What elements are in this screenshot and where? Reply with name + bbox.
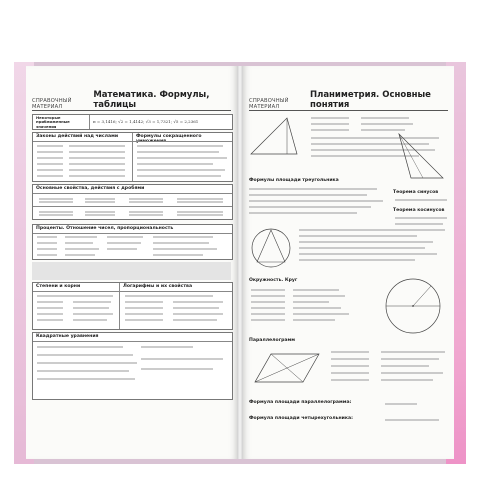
inscribed-triangle-diagram — [249, 226, 293, 270]
circle-title: Окружность. Круг — [249, 278, 298, 283]
powers-title: Степени и корни — [36, 284, 81, 289]
triangle-area-title: Формулы площади треугольника — [249, 178, 339, 183]
inscribed-text-lines — [297, 226, 447, 270]
powers-log-box — [32, 282, 233, 330]
gray-band — [32, 262, 231, 280]
quadratic-box — [32, 332, 233, 400]
approx-values-box — [32, 114, 233, 130]
sines-formula-line — [393, 196, 449, 206]
left-page-header — [32, 90, 231, 111]
percent-title: Проценты. Отношение чисел, пропорциональность — [36, 226, 174, 231]
right-page-header — [249, 90, 448, 111]
cosines-title: Теорема косинусов — [393, 208, 445, 213]
para-area-formula-line — [383, 400, 443, 408]
triangle-area-lines — [247, 184, 387, 220]
right-header-label: СПРАВОЧНЫЙ МАТЕРИАЛ — [249, 98, 289, 110]
circle-text-lines — [249, 286, 359, 332]
laws-title: Законы действий над числами — [36, 134, 119, 139]
right-header-title: Планиметрия. Основные понятия — [309, 90, 431, 110]
approx-values: π = 3,1416; √2 = 1,4142; √3 = 1,7321; √5 = 2,2361 — [93, 119, 199, 124]
approx-title: Некоторые приближенные значения — [36, 115, 70, 129]
parallelogram-diagram — [251, 348, 323, 388]
sine-triangle-diagram — [393, 126, 449, 186]
abbrev-title: Формулы сокращенного умножения — [136, 134, 202, 144]
right-page — [243, 66, 454, 459]
laws-box — [32, 132, 233, 182]
parallelogram-text-lines — [329, 348, 449, 390]
sines-title: Теорема синусов — [393, 190, 439, 195]
triangle-diagram — [247, 114, 307, 160]
left-header-title: Математика. Формулы, таблицы — [93, 90, 210, 110]
para-area-title: Формула площади параллелограмма: — [249, 400, 352, 405]
left-header-label: СПРАВОЧНЫЙ МАТЕРИАЛ — [32, 98, 72, 110]
quadratic-lines — [33, 341, 232, 399]
fractions-formulas — [33, 193, 232, 219]
circle-diagram — [383, 276, 443, 336]
fractions-title: Основные свойства, действия с дробями — [36, 186, 145, 191]
fractions-box — [32, 184, 233, 220]
quad-title: Квадратные уравнения — [36, 334, 99, 339]
parallelogram-title: Параллелограмм — [249, 338, 295, 343]
left-page — [26, 66, 237, 459]
quad-area-title: Формула площади четырехугольника: — [249, 416, 353, 421]
laws-text-lines — [33, 141, 232, 181]
powers-log-lines — [33, 291, 232, 329]
percent-box — [32, 224, 233, 260]
quad-area-formula-line — [383, 416, 443, 424]
log-title: Логарифмы и их свойства — [123, 284, 193, 289]
percent-lines — [33, 233, 232, 259]
